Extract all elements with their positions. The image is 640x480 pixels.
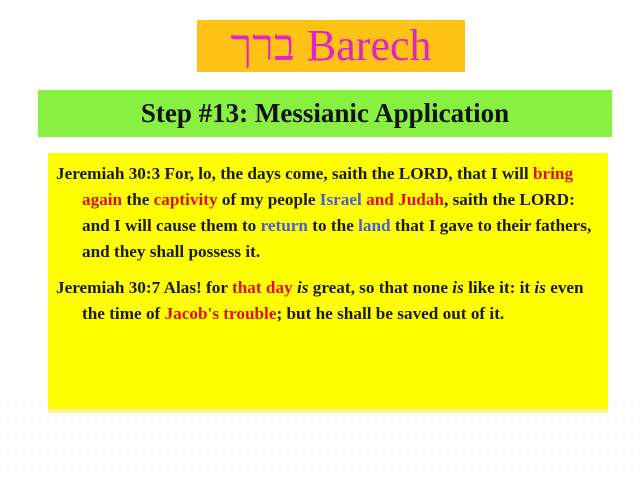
verse-text: the: [122, 190, 154, 209]
verse-text: even the time of: [82, 278, 584, 323]
verse-text: Jeremiah 30:3 For, lo, the days come, saith the LORD, that I will: [56, 164, 533, 183]
scripture-box: [48, 153, 608, 413]
step-banner: [38, 90, 612, 137]
verse-text: Jeremiah 30:7 Alas! for: [56, 278, 232, 297]
verse-text: , saith the LORD: and I will cause them to: [82, 190, 575, 235]
verse-text: of my people: [217, 190, 320, 209]
highlight-phrase: and Judah: [366, 190, 444, 209]
verse-text: great, so that none: [308, 278, 453, 297]
italic-word: is: [452, 278, 464, 297]
page-title: [197, 20, 465, 72]
italic-word: is: [296, 278, 309, 297]
highlight-phrase: that day: [232, 278, 293, 297]
verse-jeremiah-30-7: [56, 275, 594, 327]
highlight-phrase: land: [358, 216, 391, 235]
title-hebrew: ברך: [230, 21, 295, 70]
title-english: Barech: [306, 21, 432, 70]
italic-word: is: [534, 278, 546, 297]
step-banner-text: Step #13: Messianic Application: [140, 98, 510, 128]
verse-jeremiah-30-3: [56, 161, 594, 265]
highlight-phrase: return: [260, 216, 308, 235]
verse-text: to the: [308, 216, 359, 235]
verse-text: like it: it: [463, 278, 535, 297]
highlight-phrase: Israel: [319, 190, 362, 209]
highlight-phrase: Jacob's trouble: [164, 304, 277, 323]
verse-text: ; but he shall be saved out of it.: [276, 304, 505, 323]
highlight-phrase: captivity: [153, 190, 218, 209]
verse-text: that I gave to their fathers, and they shall possess it.: [82, 216, 592, 261]
highlight-phrase: bring again: [82, 164, 574, 209]
